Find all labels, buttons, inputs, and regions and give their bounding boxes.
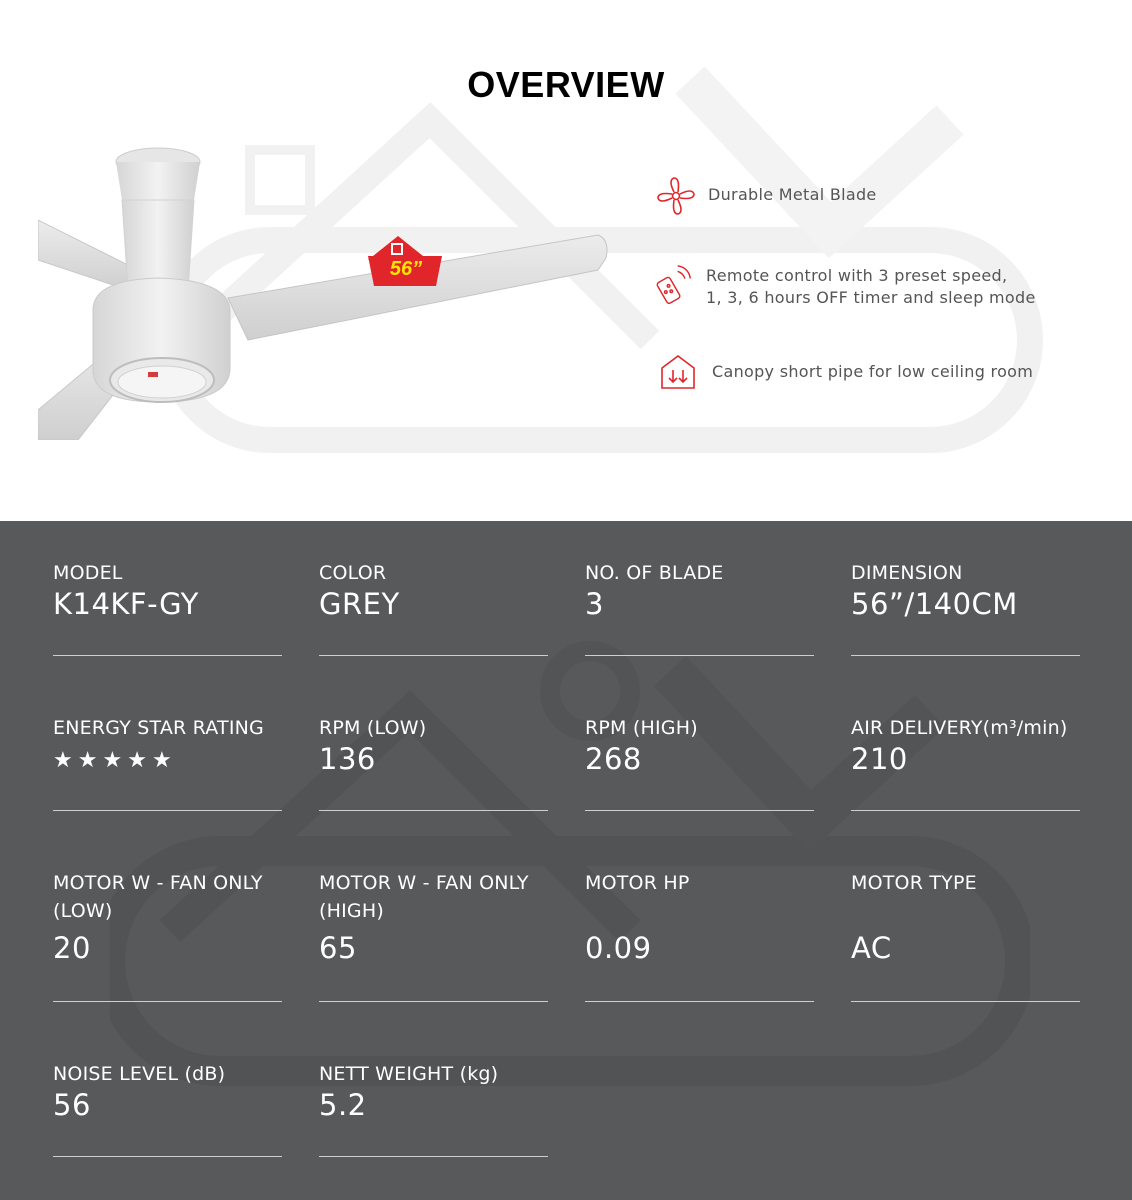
feature-item-metal-blade xyxy=(656,176,877,216)
spec-motor-hp xyxy=(585,869,815,965)
spec-color xyxy=(319,559,549,621)
spec-dimension xyxy=(851,559,1081,621)
spec-value: 5.2 xyxy=(319,1088,367,1122)
spec-label: MOTOR HP xyxy=(585,872,690,894)
divider xyxy=(585,655,814,656)
size-badge-label: 56” xyxy=(389,258,423,280)
remote-control-icon xyxy=(654,264,694,304)
feature-item-remote-control xyxy=(654,264,1036,309)
spec-label: NOISE LEVEL (dB) xyxy=(53,1063,226,1085)
divider xyxy=(53,1156,282,1157)
spec-value: 56”/140CM xyxy=(851,587,1018,621)
spec-nett-weight xyxy=(319,1060,549,1122)
spec-value: AC xyxy=(851,931,892,965)
spec-value: K14KF-GY xyxy=(53,587,199,621)
spec-value: 136 xyxy=(319,742,376,776)
spec-value: 56 xyxy=(53,1088,91,1122)
spec-air-delivery xyxy=(851,714,1081,776)
low-ceiling-icon xyxy=(658,352,698,392)
divider xyxy=(851,1001,1080,1002)
spec-value: 3 xyxy=(585,587,604,621)
divider xyxy=(319,810,548,811)
spec-label: RPM (HIGH) xyxy=(585,717,698,739)
feature-text: Remote control with 3 preset speed, 1, 3, 6 hours OFF timer and sleep mode xyxy=(706,266,1036,307)
page-title: OVERVIEW xyxy=(467,64,665,106)
spec-label: MOTOR TYPE xyxy=(851,872,977,894)
fan-blade-icon xyxy=(656,176,696,216)
specifications-section xyxy=(0,521,1132,1200)
spec-value: 0.09 xyxy=(585,931,652,965)
feature-item-canopy-pipe xyxy=(658,352,1033,392)
divider xyxy=(319,1001,548,1002)
spec-label: NO. OF BLADE xyxy=(585,562,724,584)
spec-label: MOTOR W - FAN ONLY (LOW) xyxy=(53,872,263,922)
spec-value: GREY xyxy=(319,587,400,621)
divider xyxy=(53,1001,282,1002)
star-icon: ★ xyxy=(151,748,172,773)
divider xyxy=(53,810,282,811)
spec-label: RPM (LOW) xyxy=(319,717,427,739)
spec-model xyxy=(53,559,283,621)
spec-rpm-low xyxy=(319,714,549,776)
spec-energy-rating xyxy=(53,714,283,772)
spec-value: 65 xyxy=(319,931,357,965)
star-icon: ★ xyxy=(77,748,98,773)
spec-label: DIMENSION xyxy=(851,562,963,584)
star-icon: ★ xyxy=(102,748,123,773)
divider xyxy=(319,1156,548,1157)
watermark-logo-icon xyxy=(110,631,1030,1091)
spec-value: 268 xyxy=(585,742,642,776)
feature-text: Durable Metal Blade xyxy=(708,185,877,204)
spec-label: MOTOR W - FAN ONLY (HIGH) xyxy=(319,872,529,922)
star-icon: ★ xyxy=(53,748,73,773)
spec-label: NETT WEIGHT (kg) xyxy=(319,1063,499,1085)
spec-noise-level xyxy=(53,1060,283,1122)
divider xyxy=(851,810,1080,811)
spec-blade-count xyxy=(585,559,815,621)
star-rating xyxy=(53,750,283,772)
spec-label: COLOR xyxy=(319,562,387,584)
spec-motor-w-low xyxy=(53,869,283,965)
divider xyxy=(851,655,1080,656)
spec-rpm-high xyxy=(585,714,815,776)
divider xyxy=(585,1001,814,1002)
spec-value: 210 xyxy=(851,742,908,776)
feature-text: Canopy short pipe for low ceiling room xyxy=(712,362,1034,381)
spec-label: MODEL xyxy=(53,562,123,584)
divider xyxy=(585,810,814,811)
ceiling-fan-illustration xyxy=(38,140,618,440)
spec-motor-type xyxy=(851,869,1081,965)
star-icon: ★ xyxy=(127,748,147,773)
spec-motor-w-high xyxy=(319,869,549,965)
spec-label: AIR DELIVERY(m³/min) xyxy=(851,717,1068,739)
divider xyxy=(319,655,548,656)
overview-section xyxy=(0,0,1132,520)
spec-label: ENERGY STAR RATING xyxy=(53,717,264,739)
spec-value: 20 xyxy=(53,931,91,965)
divider xyxy=(53,655,282,656)
